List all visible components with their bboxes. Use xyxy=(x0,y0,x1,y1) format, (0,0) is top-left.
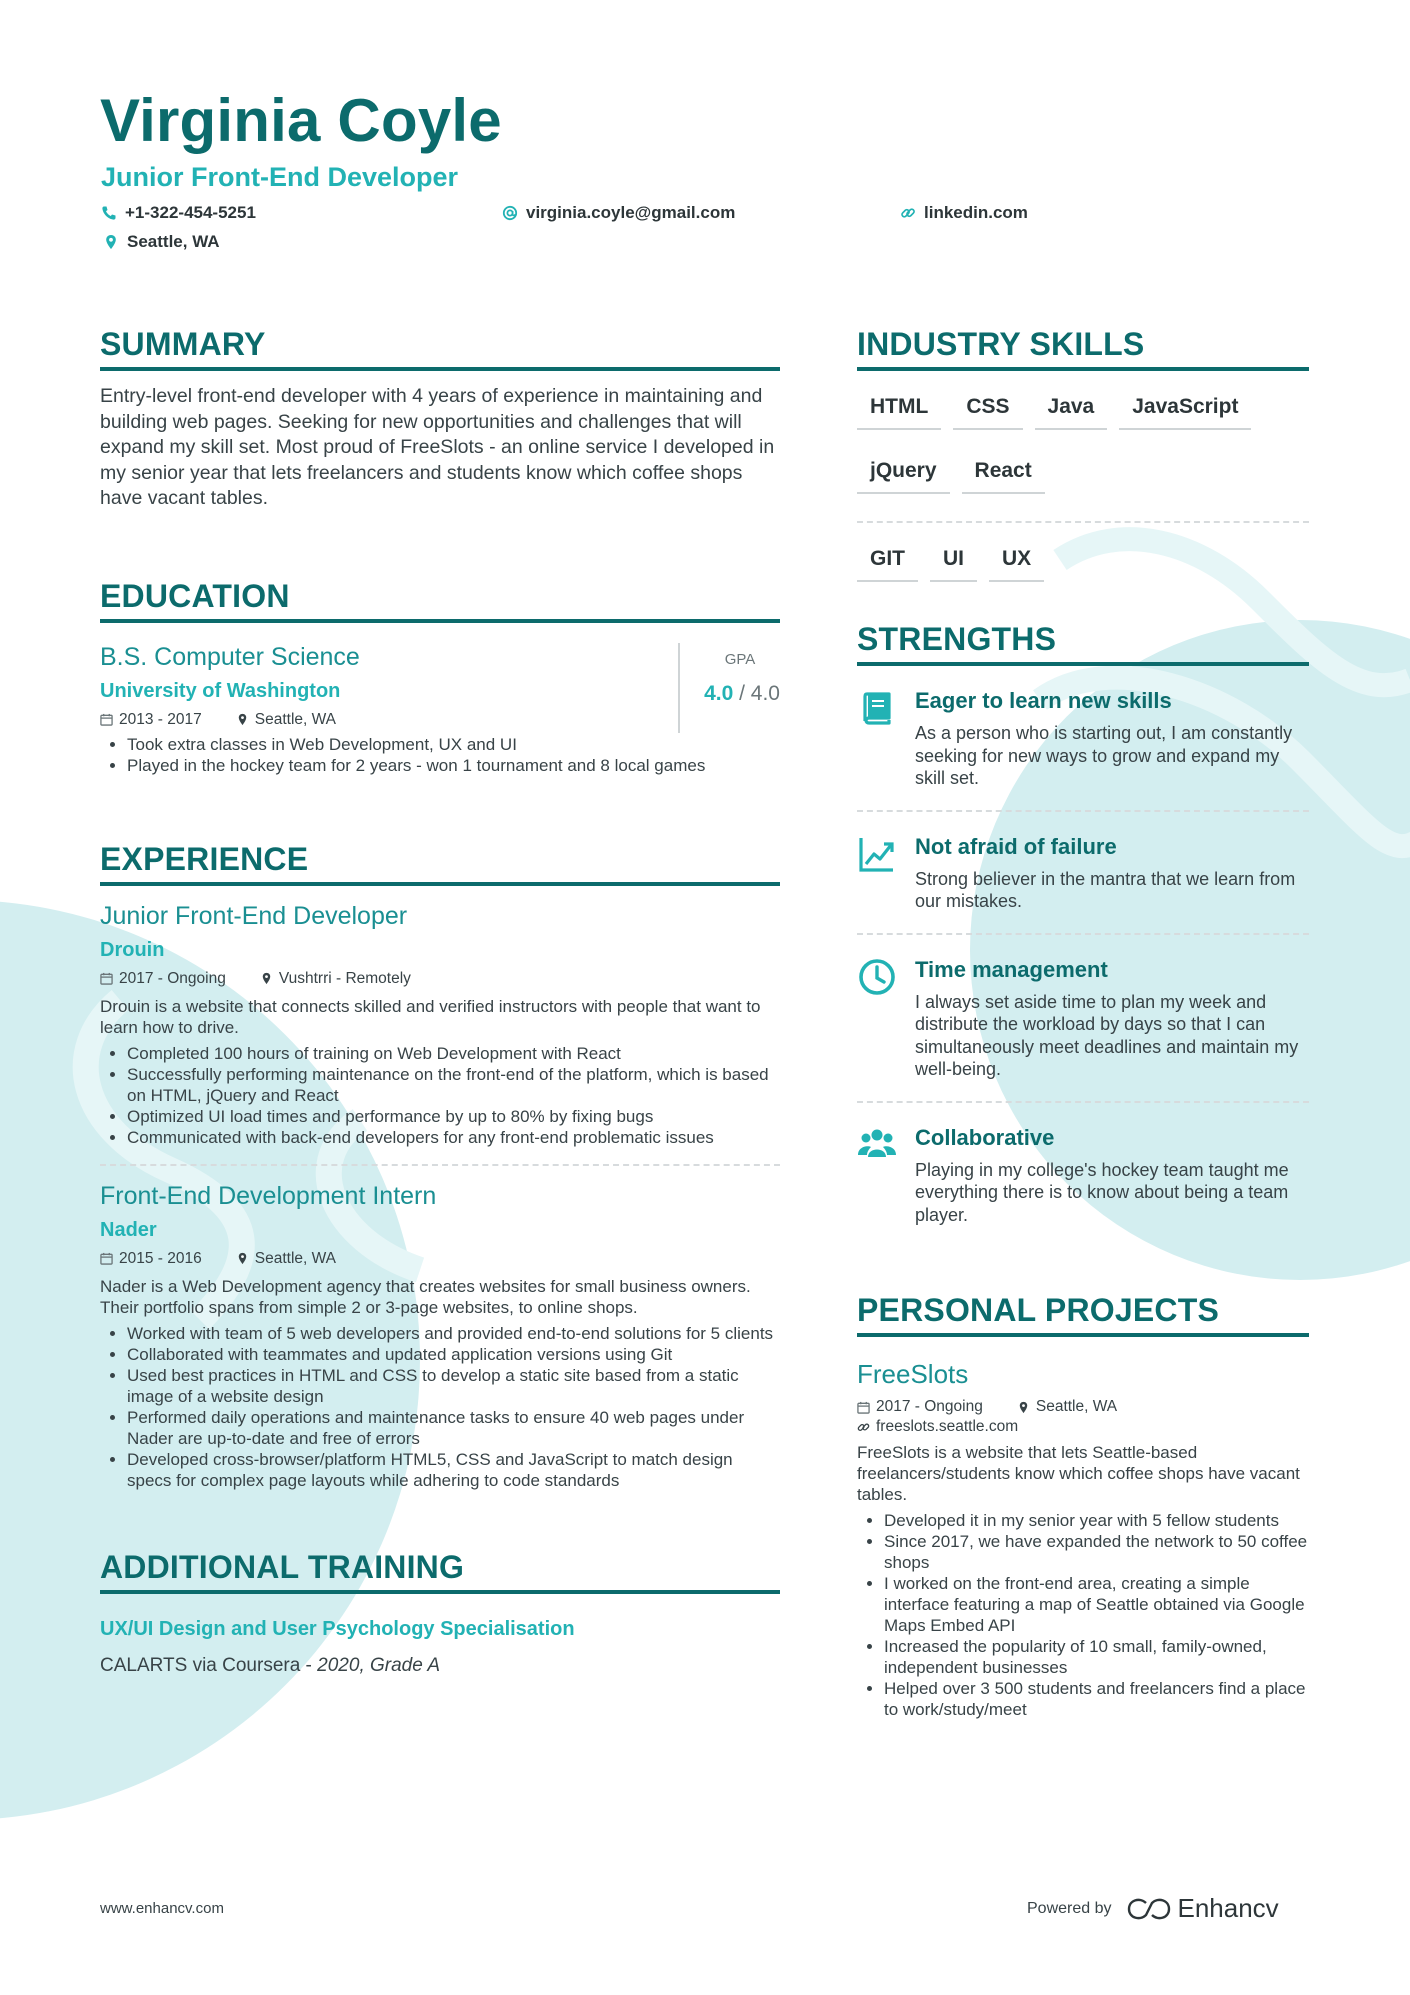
education-heading: EDUCATION xyxy=(100,578,780,623)
job-description: Nader is a Web Development agency that creates websites for small business owners. Their portfolio spans from simple 2 or 3-page websites, to online shops. xyxy=(100,1276,751,1317)
job-meta xyxy=(100,1250,780,1268)
experience-heading: EXPERIENCE xyxy=(100,841,780,886)
clock-icon xyxy=(857,957,897,997)
training-source xyxy=(100,1655,780,1677)
email-text: virginia.coyle@gmail.com xyxy=(526,203,736,222)
skills-heading: INDUSTRY SKILLS xyxy=(857,326,1309,371)
list-item: • Played in the hockey team for 2 years - won 1 tournament and 8 local games xyxy=(127,755,780,776)
skill-tag: UX xyxy=(989,541,1044,582)
gpa-label: GPA xyxy=(724,650,756,668)
job-dates: 2015 - 2016 xyxy=(119,1249,202,1267)
list-item: • I worked on the front-end area, creating a simple interface featuring a map of Seattle obtained via Google Maps Embed API xyxy=(884,1573,1309,1636)
location-pin-icon xyxy=(260,972,273,985)
job-meta xyxy=(100,970,780,988)
list-item: • Collaborated with teammates and updated application versions using Git xyxy=(127,1344,780,1365)
projects-heading: PERSONAL PROJECTS xyxy=(857,1292,1309,1337)
strength-desc: I always set aside time to plan my week and distribute the workload by days so that I can simultaneously meet deadlines and maintain my well-being. xyxy=(915,991,1299,1079)
email-contact[interactable] xyxy=(502,203,735,223)
location-contact xyxy=(103,232,220,252)
skill-tag: HTML xyxy=(857,389,941,430)
list-item: • Since 2017, we have expanded the network to 50 coffee shops xyxy=(884,1531,1309,1573)
project-description: FreeSlots is a website that lets Seattle-based freelancers/students know which coffee shops have vacant tables. xyxy=(857,1443,1300,1504)
book-icon xyxy=(857,688,897,728)
strengths-heading: STRENGTHS xyxy=(857,621,1309,666)
strengths-section xyxy=(857,621,1309,1246)
skill-tag: CSS xyxy=(953,389,1022,430)
enhancv-logo[interactable] xyxy=(1126,1893,1279,1924)
education-location: Seattle, WA xyxy=(254,710,337,728)
list-item: • Successfully performing maintenance on the front-end of the platform, which is based on HTML, jQuery and React xyxy=(127,1064,780,1106)
footer-branding xyxy=(1027,1893,1279,1924)
strength-desc: Playing in my college's hockey team taught me everything there is to know about being a team player. xyxy=(915,1159,1289,1225)
job-dates: 2017 - Ongoing xyxy=(119,969,226,987)
list-item: • Developed it in my senior year with 5 fellow students xyxy=(884,1510,1309,1531)
strength-desc: Strong believer in the mantra that we learn from our mistakes. xyxy=(915,868,1296,911)
list-item: • Optimized UI load times and performance by up to 80% by fixing bugs xyxy=(127,1106,780,1127)
candidate-name: Virginia Coyle xyxy=(100,87,502,154)
training-provider: CALARTS via Coursera - xyxy=(100,1654,318,1676)
skill-tag: React xyxy=(962,453,1045,494)
candidate-title: Junior Front-End Developer xyxy=(101,162,459,192)
list-item: • Developed cross-browser/platform HTML5, CSS and JavaScript to match design specs for complex page layouts while adhering to code standards xyxy=(127,1449,780,1491)
degree: B.S. Computer Science xyxy=(100,642,360,671)
list-item: • Took extra classes in Web Development, UX and UI xyxy=(127,734,780,755)
company-name: Nader xyxy=(100,1218,157,1241)
job-title: Junior Front-End Developer xyxy=(100,901,408,930)
education-bullets xyxy=(100,734,780,776)
job-title: Front-End Development Intern xyxy=(100,1181,437,1210)
calendar-icon xyxy=(100,972,113,985)
footer-site[interactable]: www.enhancv.com xyxy=(100,1900,224,1917)
gpa-value xyxy=(680,682,780,706)
strength-item xyxy=(857,666,1309,812)
skills-group-1 xyxy=(857,389,1309,517)
training-detail: 2020, Grade A xyxy=(317,1654,441,1676)
entry-divider xyxy=(100,1164,780,1166)
strength-title: Time management xyxy=(915,956,1108,982)
link-contact[interactable] xyxy=(900,203,1028,223)
skill-tag: Java xyxy=(1035,389,1108,430)
strength-title: Collaborative xyxy=(915,1124,1055,1150)
calendar-icon xyxy=(857,1401,870,1414)
experience-section xyxy=(100,841,780,1491)
gpa-box xyxy=(678,643,780,733)
project-url: freeslots.seattle.com xyxy=(876,1418,1019,1435)
left-column xyxy=(100,326,780,1677)
powered-by-text: Powered by xyxy=(1027,1899,1112,1917)
calendar-icon xyxy=(100,713,113,726)
project-link[interactable] xyxy=(857,1418,1309,1436)
company-name: Drouin xyxy=(100,938,165,961)
job-bullets xyxy=(100,1323,780,1491)
project-title: FreeSlots xyxy=(857,1359,969,1389)
list-item: • Worked with team of 5 web developers and provided end-to-end solutions for 5 clients xyxy=(127,1323,780,1344)
skill-tag: JavaScript xyxy=(1119,389,1251,430)
phone-contact[interactable] xyxy=(101,203,256,223)
experience-entry xyxy=(100,902,780,1148)
phone-icon xyxy=(101,205,117,221)
education-section xyxy=(100,578,780,776)
list-item: • Performed daily operations and maintenance tasks to ensure 40 web pages under Nader are up-to-date and free of errors xyxy=(127,1407,780,1449)
skills-section xyxy=(857,326,1309,605)
strength-item xyxy=(857,812,1309,935)
strength-title: Not afraid of failure xyxy=(915,833,1117,859)
enhancv-wordmark: Enhancv xyxy=(1177,1893,1279,1923)
institution: University of Washington xyxy=(100,679,341,702)
calendar-icon xyxy=(100,1252,113,1265)
link-text: linkedin.com xyxy=(924,203,1028,222)
chart-line-icon xyxy=(857,834,897,874)
experience-entry xyxy=(100,1182,780,1491)
job-location: Seattle, WA xyxy=(254,1249,337,1267)
project-location: Seattle, WA xyxy=(1035,1398,1118,1415)
gpa-score: 4.0 xyxy=(704,681,734,705)
skill-tag: jQuery xyxy=(857,453,950,494)
gpa-max: / 4.0 xyxy=(739,681,780,705)
location-text: Seattle, WA xyxy=(127,232,220,251)
summary-text: Entry-level front-end developer with 4 years of experience in maintaining and building web pages. Seeking for new opportunities and challenges that will expand my skill set. Most proud of FreeSlots - an online service I developed in my senior year that lets freelancers and students know which coffee shops have vacant tables. xyxy=(100,385,775,509)
list-item: • Communicated with back-end developers for any front-end problematic issues xyxy=(127,1127,780,1148)
summary-section xyxy=(100,326,780,512)
list-item: • Used best practices in HTML and CSS to develop a static site based from a static image of a website design xyxy=(127,1365,780,1407)
at-icon xyxy=(502,205,518,221)
education-entry xyxy=(100,643,780,776)
job-location: Vushtrri - Remotely xyxy=(278,969,411,987)
projects-section xyxy=(857,1292,1309,1720)
strength-desc: As a person who is starting out, I am constantly seeking for new ways to grow and expand my skill set. xyxy=(915,723,1293,788)
training-heading: ADDITIONAL TRAINING xyxy=(100,1549,780,1594)
list-item: • Helped over 3 500 students and freelancers find a place to work/study/meet xyxy=(884,1678,1309,1720)
project-dates: 2017 - Ongoing xyxy=(876,1398,983,1415)
skills-divider xyxy=(857,521,1309,523)
link-icon xyxy=(857,1421,870,1434)
summary-heading: SUMMARY xyxy=(100,326,780,371)
training-title: UX/UI Design and User Psychology Specialisation xyxy=(100,1617,575,1640)
location-pin-icon xyxy=(1017,1401,1030,1414)
users-icon xyxy=(857,1125,897,1165)
location-pin-icon xyxy=(103,234,119,250)
list-item: • Completed 100 hours of training on Web Development with React xyxy=(127,1043,780,1064)
education-dates: 2013 - 2017 xyxy=(119,710,202,728)
list-item: • Increased the popularity of 10 small, family-owned, independent businesses xyxy=(884,1636,1309,1678)
project-bullets xyxy=(857,1510,1309,1720)
skill-tag: GIT xyxy=(857,541,918,582)
skills-group-2 xyxy=(857,541,1309,605)
strength-title: Eager to learn new skills xyxy=(915,688,1172,713)
enhancv-logo-icon xyxy=(1126,1897,1172,1921)
strength-item xyxy=(857,1103,1309,1247)
job-bullets xyxy=(100,1043,780,1148)
location-pin-icon xyxy=(236,1252,249,1265)
job-description: Drouin is a website that connects skilled and verified instructors with people that want to learn how to drive. xyxy=(100,996,761,1037)
location-pin-icon xyxy=(236,713,249,726)
link-icon xyxy=(900,205,916,221)
strength-item xyxy=(857,935,1309,1103)
phone-text: +1-322-454-5251 xyxy=(125,203,256,222)
training-section xyxy=(100,1549,780,1677)
project-meta xyxy=(857,1398,1309,1416)
right-column xyxy=(857,326,1309,1720)
skill-tag: UI xyxy=(930,541,977,582)
